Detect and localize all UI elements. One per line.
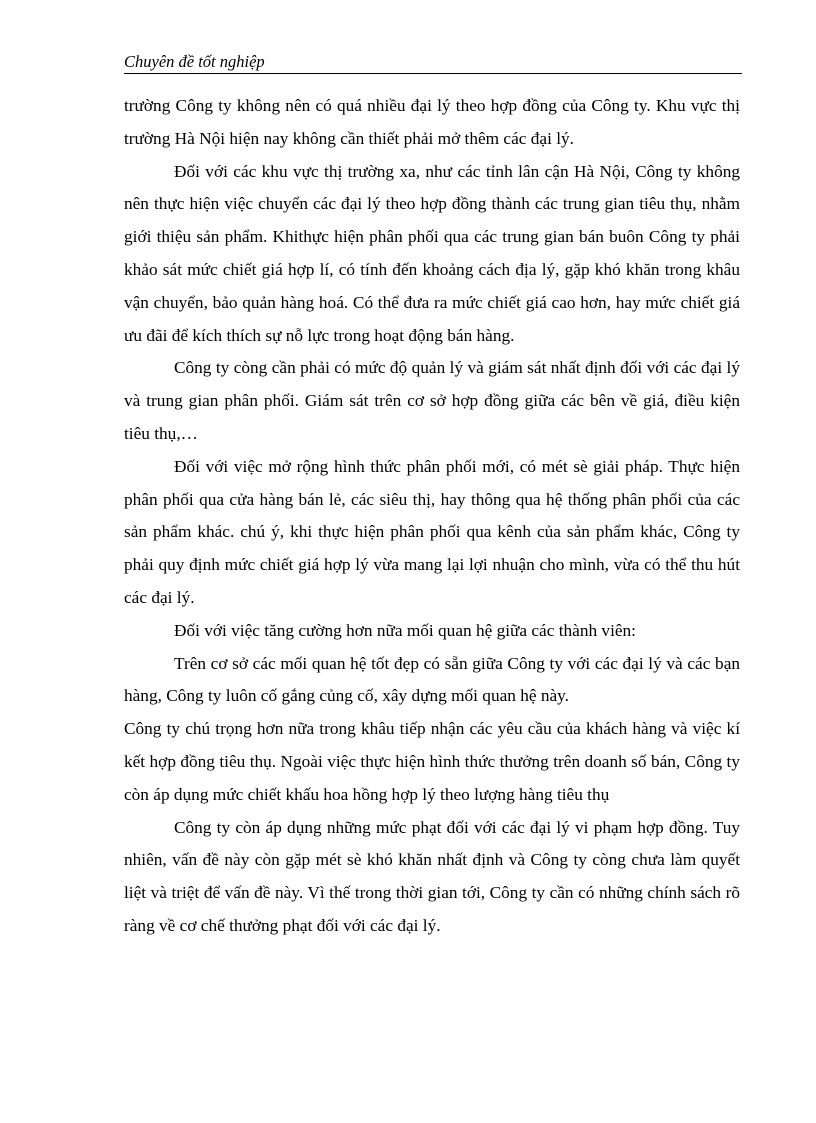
- paragraph: Công ty còn áp dụng những mức phạt đối với các đại lý vi phạm hợp đồng. Tuy nhiên, vấn đề này còn gặp mét sè khó khăn nhất định và Công ty còng chưa làm quyết liệt và triệt để vấn đề này. Vì thế trong thời gian tới, Công ty cần có những chính sách rõ ràng về cơ chế thưởng phạt đối với các đại lý.: [124, 817, 740, 935]
- paragraph: Đối với việc mở rộng hình thức phân phối mới, có mét sè giải pháp. Thực hiện phân phối qua cửa hàng bán lẻ, các siêu thị, hay thông qua hệ thống phân phối của các sản phẩm khác. chú ý, khi thực hiện phân phối qua kênh của sản phẩm khác, Công ty phải quy định mức chiết giá hợp lý vừa mang lại lợi nhuận cho mình, vừa có thể thu hút các đại lý.: [124, 456, 740, 607]
- header-title: Chuyên đề tốt nghiệp: [124, 52, 265, 71]
- paragraph: Trên cơ sở các mối quan hệ tốt đẹp có sẵn giữa Công ty với các đại lý và các bạn hàng, Công ty luôn cố gắng củng cố, xây dựng mối quan hệ này.: [124, 653, 740, 706]
- paragraph: trường Công ty không nên có quá nhiều đại lý theo hợp đồng của Công ty. Khu vực thị trường Hà Nội hiện nay không cần thiết phải mở thêm các đại lý.: [124, 96, 740, 148]
- page-header: [124, 50, 742, 74]
- body-text: [124, 90, 740, 943]
- paragraph: Công ty chú trọng hơn nữa trong khâu tiếp nhận các yêu cầu của khách hàng và việc kí kết hợp đồng tiêu thụ. Ngoài việc thực hiện hình thức thưởng trên doanh số bán, Công ty còn áp dụng mức chiết khấu hoa hồng hợp lý theo lượng hàng tiêu thụ: [124, 719, 740, 804]
- paragraph: Đối với các khu vực thị trường xa, như các tỉnh lân cận Hà Nội, Công ty không nên thực hiện việc chuyển các đại lý theo hợp đồng thành các trung gian tiêu thụ, nhằm giới thiệu sản phẩm. Khithực hiện phân phối qua các trung gian bán buôn Công ty phải khảo sát mức chiết giá hợp lí, có tính đến khoảng cách địa lý, gặp khó khăn trong khâu vận chuyển, bảo quản hàng hoá. Có thể đưa ra mức chiết giá cao hơn, hay mức chiết giá ưu đãi để kích thích sự nỗ lực trong hoạt động bán hàng.: [124, 161, 740, 345]
- paragraph: Đối với việc tăng cường hơn nữa mối quan hệ giữa các thành viên:: [174, 620, 636, 640]
- paragraph: Công ty còng cần phải có mức độ quản lý và giám sát nhất định đối với các đại lý và trung gian phân phối. Giám sát trên cơ sở hợp đồng giữa các bên về giá, điều kiện tiêu thụ,…: [124, 358, 740, 443]
